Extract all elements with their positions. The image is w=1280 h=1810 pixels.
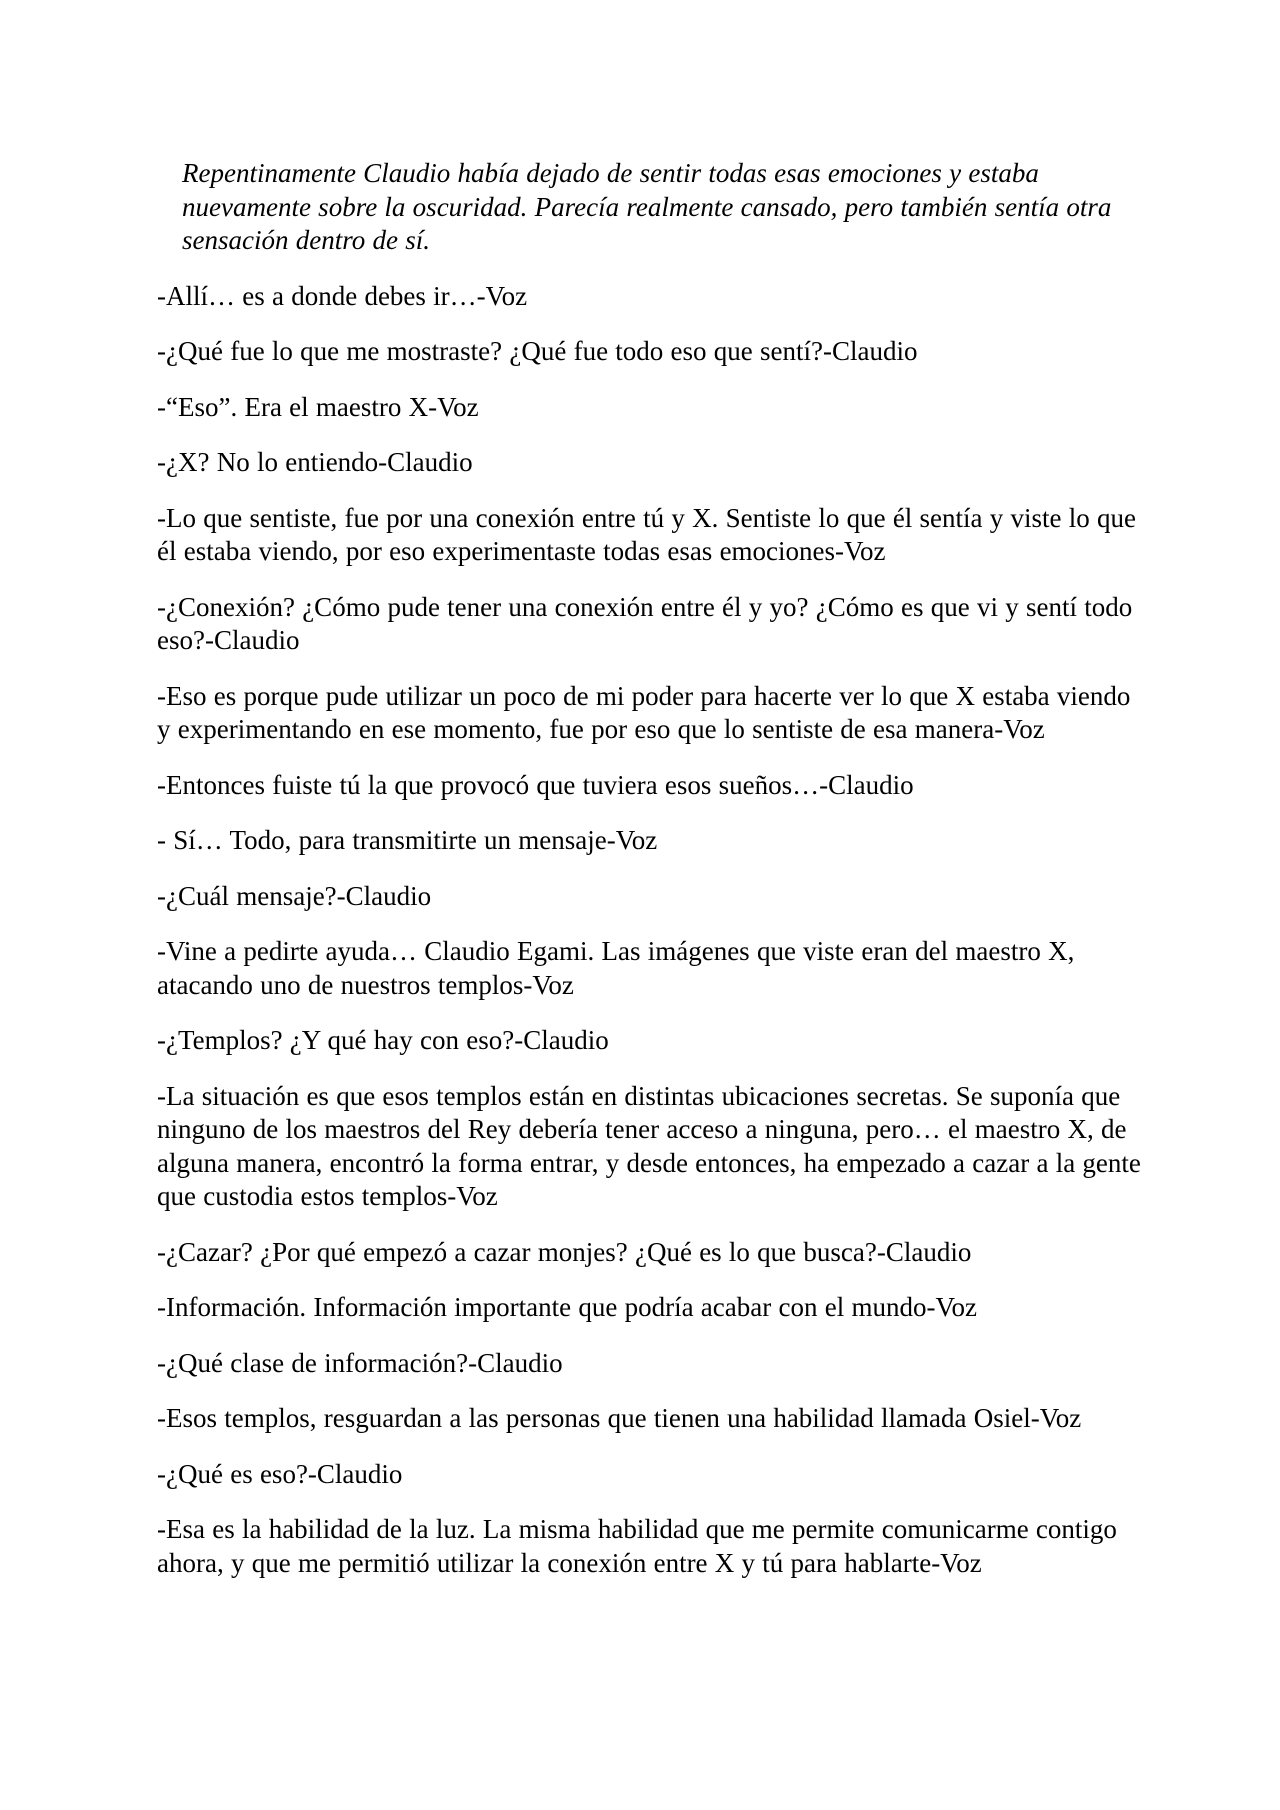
paragraph: -Eso es porque pude utilizar un poco de mi poder para hacerte ver lo que X estaba viendo y experimentando en ese momento, fue por eso que lo sentiste de esa manera-Voz [157, 680, 1131, 744]
paragraph: -Información. Información importante que podría acabar con el mundo-Voz [157, 1292, 977, 1322]
paragraph: -La situación es que esos templos están en distintas ubicaciones secretas. Se suponía que ninguno de los maestros del Rey debería tener acceso a ninguna, pero… el maestro X, de alguna manera, encontró la forma entrar, y desde entonces, ha empezado a cazar a la gente que custodia estos templos-Voz [157, 1080, 1141, 1211]
paragraph: -¿Conexión? ¿Cómo pude tener una conexión entre él y yo? ¿Cómo es que vi y sentí todo eso?-Claudio [157, 591, 1133, 655]
paragraph: -Lo que sentiste, fue por una conexión entre tú y X. Sentiste lo que él sentía y viste lo que él estaba viendo, por eso experimentaste todas esas emociones-Voz [157, 502, 1137, 566]
paragraph: Repentinamente Claudio había dejado de sentir todas esas emociones y estaba nuevamente sobre la oscuridad. Parecía realmente cansado, pero también sentía otra sensación dentro de sí. [182, 158, 1112, 255]
paragraph: -“Eso”. Era el maestro X-Voz [157, 391, 479, 422]
paragraph: -¿Qué es eso?-Claudio [157, 1458, 403, 1489]
paragraph: -¿Cuál mensaje?-Claudio [157, 880, 432, 911]
paragraph: -¿Qué clase de información?-Claudio [157, 1347, 563, 1378]
paragraph: -¿Cazar? ¿Por qué empezó a cazar monjes? ¿Qué es lo que busca?-Claudio [157, 1236, 972, 1267]
paragraph: -Vine a pedirte ayuda… Claudio Egami. Las imágenes que viste eran del maestro X, atacando uno de nuestros templos-Voz [157, 936, 1075, 1000]
paragraph: -¿Templos? ¿Y qué hay con eso?-Claudio [157, 1025, 609, 1055]
document-body [157, 157, 1142, 1580]
paragraph: -¿Qué fue lo que me mostraste? ¿Qué fue todo eso que sentí?-Claudio [157, 336, 918, 366]
paragraph: -Esos templos, resguardan a las personas que tienen una habilidad llamada Osiel-Voz [157, 1403, 1082, 1433]
paragraph: -Allí… es a donde debes ir…-Voz [157, 280, 528, 311]
paragraph: -Entonces fuiste tú la que provocó que tuviera esos sueños…-Claudio [157, 769, 914, 800]
paragraph: -¿X? No lo entiendo-Claudio [157, 447, 473, 477]
paragraph: -Esa es la habilidad de la luz. La misma habilidad que me permite comunicarme contigo ahora, y que me permitió utilizar la conexión entre X y tú para hablarte-Voz [157, 1514, 1117, 1578]
paragraph: - Sí… Todo, para transmitirte un mensaje-Voz [157, 825, 658, 855]
